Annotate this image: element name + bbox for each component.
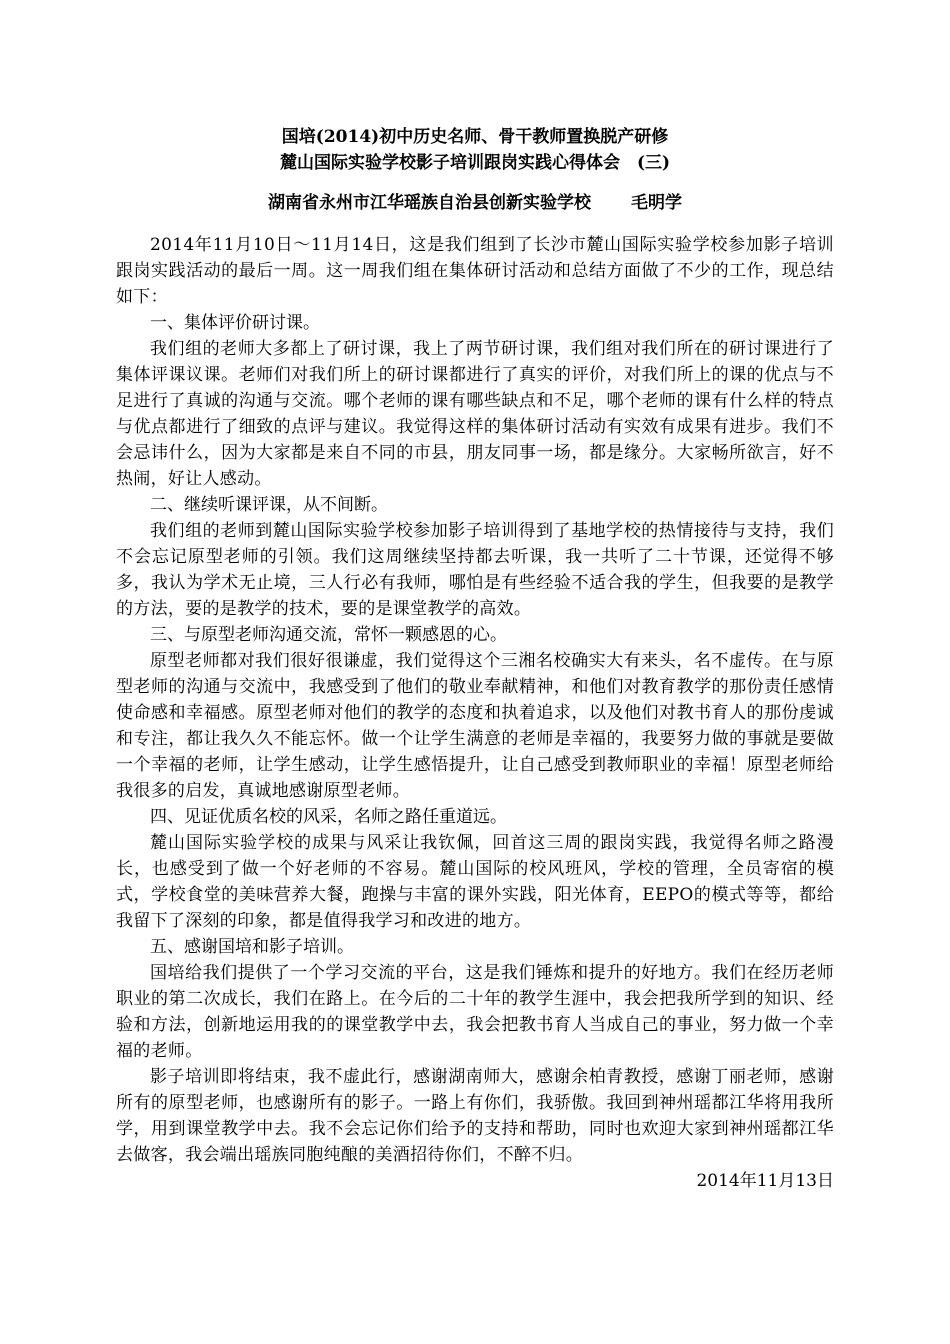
section-heading: 五、感谢国培和影子培训。 — [150, 937, 354, 957]
section-body: 原型老师都对我们很好很谦虚，我们觉得这个三湘名校确实大有来头，名不虚传。在与原型老师的沟通与交流中，我感受到了他们的敬业奉献精神，和他们对教育教学的那份责任感情使命感和幸福感。原型老师对他们的教学的态度和执着追求，以及他们对教书育人的那份虔诚和专注，都让我久久不能忘怀。做一个让学生满意的老师是幸福的，我要努力做的事就是要做一个幸福的老师，让学生感动，让学生感悟提升，让自己感受到教师职业的幸福！原型老师给我很多的启发，真诚地感谢原型老师。 — [116, 651, 834, 801]
closing-paragraph: 影子培训即将结束，我不虚此行，感谢湖南师大，感谢余柏青教授，感谢丁丽老师，感谢所有的原型老师，也感谢所有的影子。一路上有你们，我骄傲。我回到神州瑶都江华将用我所学，用到课堂教学中去。我不会忘记你们给予的支持和帮助，同时也欢迎大家到神州瑶都江华去做客，我会端出瑶族同胞纯酿的美酒招待你们，不醉不归。 — [116, 1067, 834, 1165]
document-date: 2014年11月13日 — [696, 1171, 834, 1191]
author-line — [116, 190, 834, 216]
intro-paragraph: 2014年11月10日～11月14日，这是我们组到了长沙市麓山国际实验学校参加影子培训跟岗实践活动的最后一周。这一周我们组在集体研讨活动和总结方面做了不少的工作，现总结如下： — [116, 235, 834, 307]
section-heading: 一、集体评价研讨课。 — [150, 313, 320, 333]
author-school: 湖南省永州市江华瑶族自治县创新实验学校 — [268, 193, 591, 213]
section-body: 国培给我们提供了一个学习交流的平台，这是我们锤炼和提升的好地方。我们在经历老师职业的第二次成长，我们在路上。在今后的二十年的教学生涯中，我会把我所学到的知识、经验和方法，创新地运用我的的课堂教学中去，我会把教书育人当成自己的事业，努力做一个幸福的老师。 — [116, 963, 834, 1061]
section-heading: 二、继续听课评课，从不间断。 — [150, 495, 388, 515]
document-page — [116, 124, 834, 1194]
document-title-line-2: 麓山国际实验学校影子培训跟岗实践心得体会 (三) — [279, 153, 671, 173]
section-body: 麓山国际实验学校的成果与风采让我钦佩，回首这三周的跟岗实践，我觉得名师之路漫长，也感受到了做一个好老师的不容易。麓山国际的校风班风，学校的管理，全员寄宿的模式，学校食堂的美味营养大餐，跑操与丰富的课外实践，阳光体育，EEPO的模式等等，都给我留下了深刻的印象，都是值得我学习和改进的地方。 — [116, 833, 834, 931]
section-heading: 四、见证优质名校的风采，名师之路任重道远。 — [150, 807, 507, 827]
document-title-line-1: 国培(2014)初中历史名师、骨干教师置换脱产研修 — [281, 127, 669, 147]
section-body: 我们组的老师大多都上了研讨课，我上了两节研讨课，我们组对我们所在的研讨课进行了集体评课议课。老师们对我们所上的研讨课都进行了真实的评价，对我们所上的课的优点与不足进行了真诚的沟通与交流。哪个老师的课有哪些缺点和不足，哪个老师的课有什么样的特点与优点都进行了细致的点评与建议。我觉得这样的集体研讨活动有实效有成果有进步。我们不会忌讳什么，因为大家都是来自不同的市县，朋友同事一场，都是缘分。大家畅所欲言，好不热闹，好让人感动。 — [116, 339, 834, 489]
section-heading: 三、与原型老师沟通交流，常怀一颗感恩的心。 — [150, 625, 507, 645]
author-name: 毛明学 — [631, 193, 682, 213]
section-body: 我们组的老师到麓山国际实验学校参加影子培训得到了基地学校的热情接待与支持，我们不会忘记原型老师的引领。我们这周继续坚持都去听课，我一共听了二十节课，还觉得不够多，我认为学术无止境，三人行必有我师，哪怕是有些经验不适合我的学生，但我要的是教学的方法，要的是教学的技术，要的是课堂教学的高效。 — [116, 521, 834, 619]
